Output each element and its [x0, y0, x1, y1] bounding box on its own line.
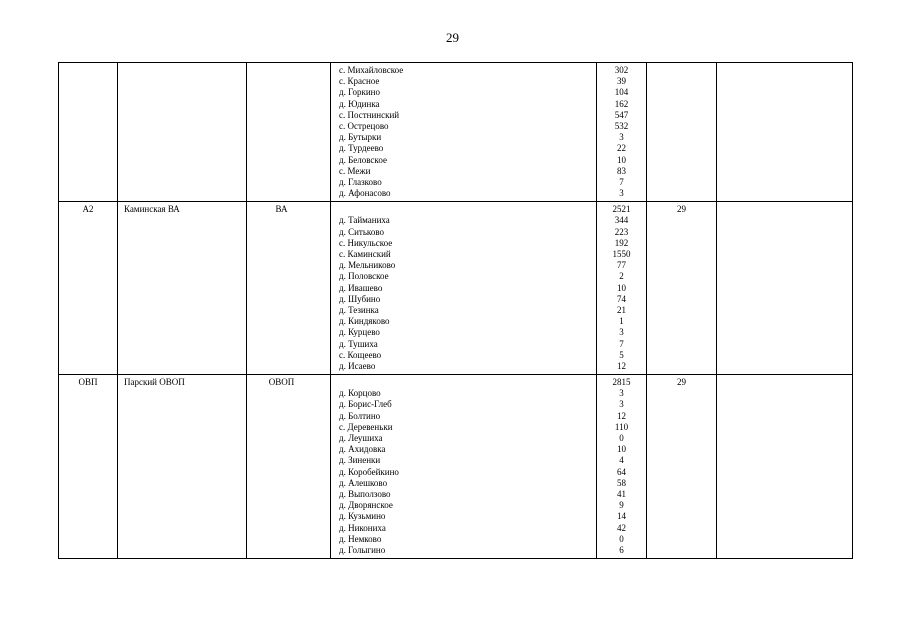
- settlement-name: с. Деревеньки: [339, 421, 393, 432]
- population-values: [597, 63, 647, 202]
- settlement-name: д. Борис-Глеб: [339, 399, 392, 410]
- settlement-name: д. Мельниково: [339, 260, 396, 271]
- settlement-name: д. Ивашево: [339, 282, 383, 293]
- settlement-name: д. Тезинка: [339, 304, 379, 315]
- population-value: 3: [619, 132, 624, 143]
- population-total: 2815: [612, 377, 631, 388]
- row-col7: [717, 202, 853, 375]
- population-value: 10: [617, 444, 626, 455]
- population-value: 9: [619, 500, 624, 511]
- population-value: 74: [617, 293, 626, 304]
- settlement-name: д. Тушиха: [339, 338, 378, 349]
- population-value: 104: [614, 87, 629, 98]
- row-type: [247, 63, 331, 202]
- settlement-list: [331, 375, 597, 559]
- row-col6: 29: [647, 202, 717, 375]
- row-col6: [647, 63, 717, 202]
- row-col7: [717, 63, 853, 202]
- settlement-name: д. Шубино: [339, 293, 381, 304]
- settlement-name: д. Глазково: [339, 176, 382, 187]
- row-code: А2: [59, 202, 118, 375]
- settlements-table: [58, 62, 853, 559]
- settlement-list: [331, 63, 597, 202]
- population-value: 42: [617, 522, 626, 533]
- population-values: [597, 202, 647, 375]
- population-value: 14: [617, 511, 626, 522]
- population-value: 3: [619, 327, 624, 338]
- settlement-name: д. Дворянское: [339, 500, 393, 511]
- population-value: 10: [617, 282, 626, 293]
- population-value: 58: [617, 477, 626, 488]
- population-value: 41: [617, 488, 626, 499]
- row-type: ОВОП: [247, 375, 331, 559]
- settlement-name: д. Ситьково: [339, 226, 385, 237]
- population-value: 3: [619, 399, 624, 410]
- population-value: 344: [614, 215, 629, 226]
- population-value: 2: [619, 271, 624, 282]
- settlement-name: д. Юдинка: [339, 98, 380, 109]
- settlement-name: д. Горкино: [339, 87, 380, 98]
- settlement-name: д. Тайманиха: [339, 215, 390, 226]
- settlement-name: д. Корцово: [339, 388, 381, 399]
- population-value: 10: [617, 154, 626, 165]
- population-value: 39: [617, 76, 626, 87]
- settlement-name: д. Турдеево: [339, 143, 384, 154]
- settlement-name: д. Немково: [339, 533, 382, 544]
- settlement-name: с. Постнинский: [339, 109, 400, 120]
- population-value: 0: [619, 533, 624, 544]
- settlement-name: д. Курцево: [339, 327, 380, 338]
- population-value: 192: [614, 237, 629, 248]
- population-value: 6: [619, 544, 624, 555]
- settlement-name: с. Михайловское: [339, 65, 404, 75]
- settlement-name: д. Голыгино: [339, 544, 386, 555]
- population-value: 22: [617, 143, 626, 154]
- population-values: [597, 375, 647, 559]
- population-value: 3: [619, 388, 624, 399]
- population-value: 532: [614, 120, 629, 131]
- settlement-name: д. Выползово: [339, 488, 391, 499]
- page-number: 29: [446, 30, 459, 45]
- population-value: 7: [619, 338, 624, 349]
- settlement-name: д. Исаево: [339, 360, 376, 371]
- row-col7: [717, 375, 853, 559]
- settlement-name: д. Половское: [339, 271, 389, 282]
- row-code: ОВП: [59, 375, 118, 559]
- table-row: [59, 375, 853, 559]
- population-total: 2521: [612, 204, 631, 215]
- settlement-name: с. Острецово: [339, 120, 389, 131]
- settlement-name: д. Киндяково: [339, 316, 390, 327]
- settlement-name: д. Леушиха: [339, 433, 383, 443]
- population-value: 1: [619, 316, 624, 327]
- population-value: 12: [617, 360, 626, 371]
- row-name: Каминская ВА: [118, 202, 247, 375]
- table-row: [59, 202, 853, 375]
- population-value: 162: [614, 98, 629, 109]
- population-value: 3: [619, 188, 624, 199]
- settlement-name: с. Кощеево: [339, 349, 382, 360]
- row-type: ВА: [247, 202, 331, 375]
- row-col6: 29: [647, 375, 717, 559]
- row-name: Парский ОВОП: [118, 375, 247, 559]
- settlement-name: д. Ахидовка: [339, 444, 386, 455]
- settlement-name: д. Кузьмино: [339, 511, 386, 522]
- population-value: 223: [614, 226, 629, 237]
- row-name: [118, 63, 247, 202]
- row-code: [59, 63, 118, 202]
- population-value: 302: [614, 65, 629, 75]
- population-value: 64: [617, 466, 626, 477]
- table-row: [59, 63, 853, 202]
- population-value: 0: [619, 433, 624, 443]
- population-value: 12: [617, 410, 626, 421]
- settlement-list: [331, 202, 597, 375]
- settlement-name: с. Красное: [339, 76, 380, 87]
- settlement-name: д. Бутырки: [339, 132, 382, 143]
- settlement-name: с. Каминский: [339, 249, 391, 259]
- population-value: 21: [617, 304, 626, 315]
- settlement-name: д. Коробейкино: [339, 466, 399, 477]
- population-value: 83: [617, 165, 626, 176]
- settlement-name: д. Никониха: [339, 522, 386, 533]
- population-value: 7: [619, 176, 624, 187]
- settlement-name: с. Никульское: [339, 237, 393, 248]
- settlement-name: д. Болтино: [339, 410, 381, 421]
- population-value: 77: [617, 260, 626, 271]
- population-value: 4: [619, 455, 624, 466]
- population-value: 5: [619, 349, 624, 360]
- settlement-name: д. Зиненки: [339, 455, 381, 466]
- population-value: 547: [614, 109, 629, 120]
- population-value: 110: [614, 421, 629, 432]
- settlement-name: с. Межи: [339, 165, 371, 176]
- settlement-name: д. Алешково: [339, 477, 388, 488]
- population-value: 1550: [612, 249, 631, 259]
- settlement-name: д. Афонасово: [339, 188, 391, 199]
- settlement-name: д. Беловское: [339, 154, 387, 165]
